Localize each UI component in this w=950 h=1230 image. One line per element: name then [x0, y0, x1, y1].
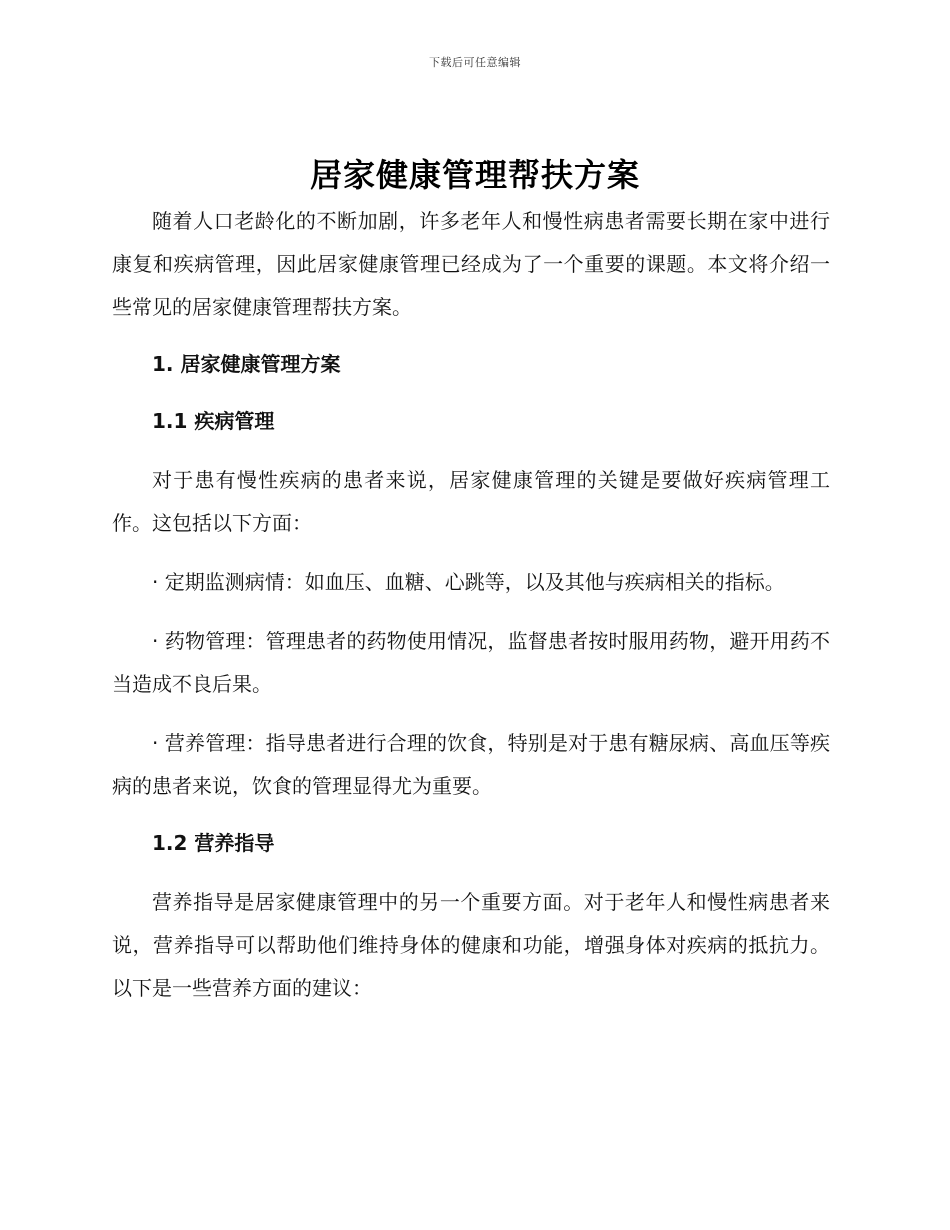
document-body [112, 200, 830, 1010]
subsection-heading-1-1: 1.1 疾病管理 [152, 409, 275, 433]
bullet-item-medication: · 药物管理：管理患者的药物使用情况，监督患者按时服用药物，避开用药不当造成不良后果。 [112, 629, 830, 696]
disease-management-paragraph: 对于患有慢性疾病的患者来说，居家健康管理的关键是要做好疾病管理工作。这包括以下方面： [112, 468, 830, 535]
document-title: 居家健康管理帮扶方案 [309, 156, 640, 194]
section-heading-1: 1. 居家健康管理方案 [152, 352, 341, 376]
header-note: 下载后可任意编辑 [429, 56, 521, 69]
intro-paragraph: 随着人口老龄化的不断加剧，许多老年人和慢性病患者需要长期在家中进行康复和疾病管理，因此居家健康管理已经成为了一个重要的课题。本文将介绍一些常见的居家健康管理帮扶方案。 [112, 209, 830, 319]
bullet-item-monitoring: · 定期监测病情：如血压、血糖、心跳等，以及其他与疾病相关的指标。 [152, 570, 785, 594]
nutrition-guidance-paragraph: 营养指导是居家健康管理中的另一个重要方面。对于老年人和慢性病患者来说，营养指导可以帮助他们维持身体的健康和功能，增强身体对疾病的抵抗力。以下是一些营养方面的建议： [112, 890, 830, 1000]
bullet-item-nutrition: · 营养管理：指导患者进行合理的饮食，特别是对于患有糖尿病、高血压等疾病的患者来说，饮食的管理显得尤为重要。 [112, 731, 830, 798]
subsection-heading-1-2: 1.2 营养指导 [152, 831, 275, 855]
